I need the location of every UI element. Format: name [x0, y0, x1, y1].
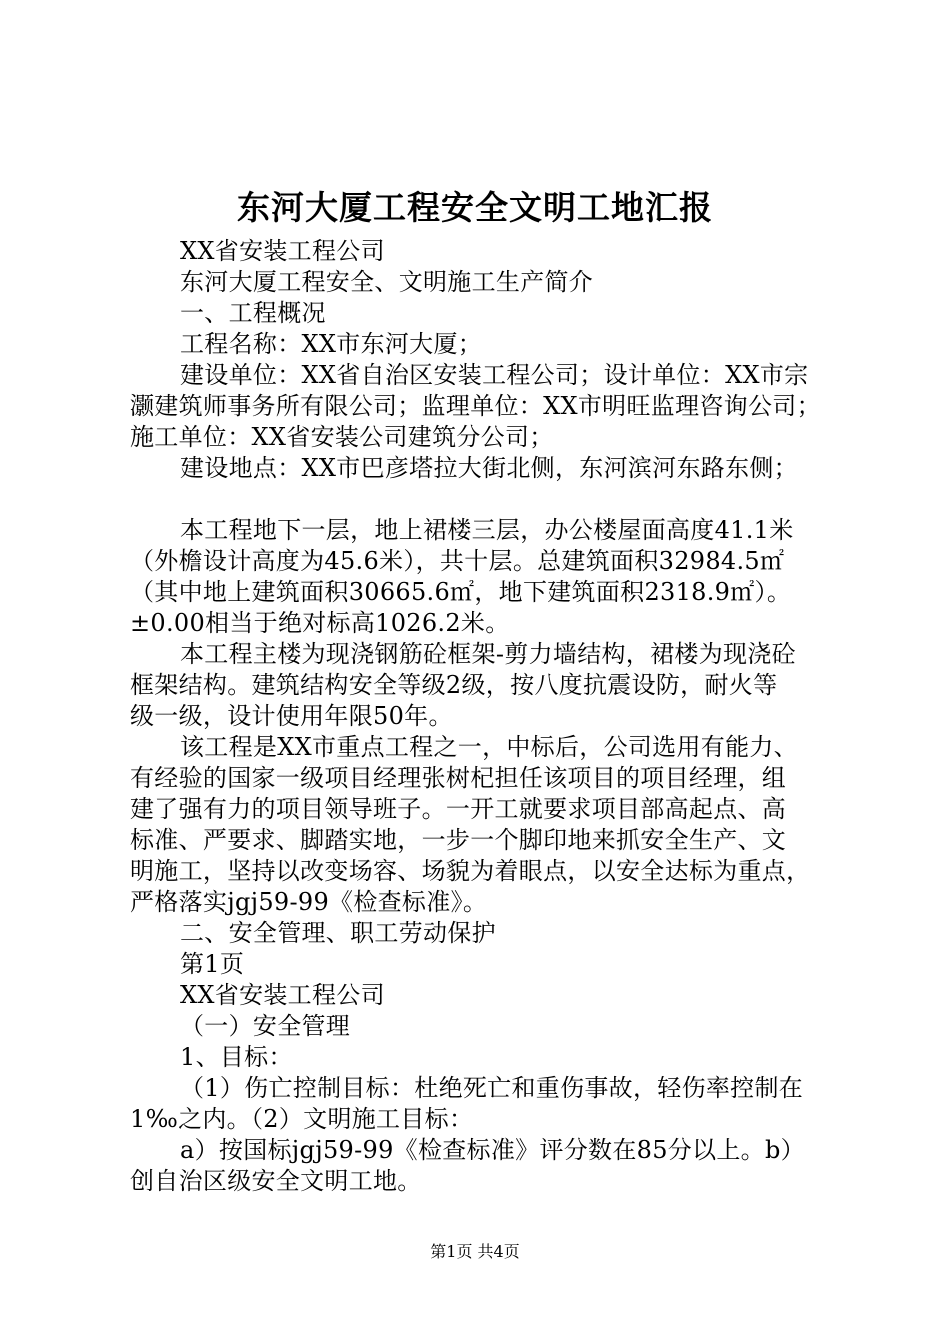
text-line: 有经验的国家一级项目经理张树杞担任该项目的项目经理，组: [130, 764, 787, 792]
text-line: 施工单位：XX省安装公司建筑分公司；: [130, 423, 554, 451]
text-line: 一、工程概况: [180, 299, 326, 327]
text-line: 明施工，坚持以改变场容、场貌为着眼点，以安全达标为重点，: [130, 857, 811, 885]
text-line: （外檐设计高度为45.6米），共十层。总建筑面积32984.5㎡: [130, 547, 785, 575]
text-line: 标准、严要求、脚踏实地，一步一个脚印地来抓安全生产、文: [130, 826, 787, 854]
text-line: 该工程是XX市重点工程之一，中标后，公司选用有能力、: [180, 733, 798, 761]
text-line: ±0.00相当于绝对标高1026.2米。: [130, 609, 510, 637]
blank-line: [130, 484, 840, 515]
text-line: （一）安全管理: [180, 1012, 351, 1040]
text-line: XX省安装工程公司: [180, 981, 385, 1009]
text-line: 级一级，设计使用年限50年。: [130, 702, 453, 730]
text-line: 工程名称：XX市东河大厦；: [180, 330, 483, 358]
text-line: XX省安装工程公司: [180, 237, 385, 265]
text-line: 1‰之内。（2）文明施工目标：: [130, 1105, 474, 1133]
text-line: （1）伤亡控制目标：杜绝死亡和重伤事故，轻伤率控制在: [180, 1074, 804, 1102]
text-line: 第1页: [180, 950, 245, 978]
document-title: 东河大厦工程安全文明工地汇报: [237, 188, 713, 227]
text-line: 灏建筑师事务所有限公司；监理单位：XX市明旺监理咨询公司；: [130, 392, 821, 420]
text-line: 严格落实jgj59-99《检查标准》。: [130, 888, 488, 916]
page-footer: 第1页 共4页: [430, 1242, 520, 1261]
text-line: 框架结构。建筑结构安全等级2级，按八度抗震设防，耐火等: [130, 671, 778, 699]
text-line: 本工程主楼为现浇钢筋砼框架-剪力墙结构，裙楼为现浇砼: [180, 640, 796, 668]
text-line: 创自治区级安全文明工地。: [130, 1167, 422, 1195]
text-line: 二、安全管理、职工劳动保护: [180, 919, 496, 947]
text-line: 建设单位：XX省自治区安装工程公司；设计单位：XX市宗: [180, 361, 809, 389]
text-line: 东河大厦工程安全、文明施工生产简介: [180, 268, 594, 296]
document-body: [130, 236, 840, 1197]
text-line: a）按国标jgj59-99《检查标准》评分数在85分以上。b）: [180, 1136, 805, 1164]
text-line: （其中地上建筑面积30665.6㎡，地下建筑面积2318.9㎡）。: [130, 578, 792, 606]
text-line: 建设地点：XX市巴彦塔拉大街北侧，东河滨河东路东侧；: [180, 454, 798, 482]
text-line: 建了强有力的项目领导班子。一开工就要求项目部高起点、高: [130, 795, 787, 823]
text-line: 本工程地下一层，地上裙楼三层，办公楼屋面高度41.1米: [180, 516, 794, 544]
text-line: 1、目标：: [180, 1043, 293, 1071]
